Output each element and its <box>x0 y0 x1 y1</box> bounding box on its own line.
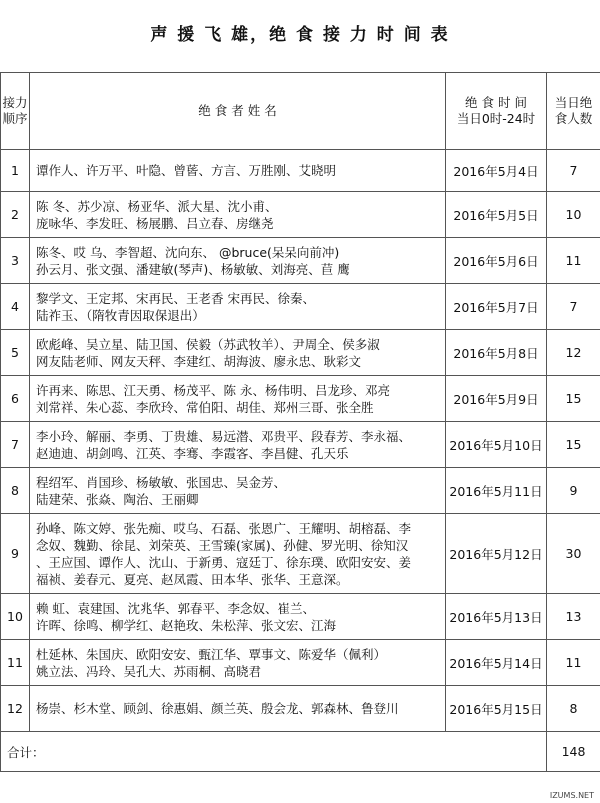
faster-names <box>30 238 446 284</box>
names-line: 网友陆老师、网友天秤、李建红、胡海波、廖永忠、耿彩文 <box>36 353 362 369</box>
fast-date: 2016年5月15日 <box>446 686 547 732</box>
total-label: 合计： <box>1 732 547 772</box>
faster-names <box>30 468 446 514</box>
total-row <box>1 732 600 772</box>
faster-names <box>30 192 446 238</box>
daily-count: 11 <box>547 640 600 686</box>
names-line: 许晖、徐鸣、柳学红、赵艳玫、朱松萍、张文宏、江海 <box>36 617 337 633</box>
daily-count: 30 <box>547 514 600 594</box>
names-line: 陆建荣、张焱、陶治、王丽卿 <box>36 491 199 507</box>
fast-date: 2016年5月6日 <box>446 238 547 284</box>
names-line: 孙云月、张文强、潘建敏(琴声)、杨敏敏、刘海亮、苣 鹰 <box>36 261 350 277</box>
names-line: 杨崇、杉木堂、顾剑、徐惠娟、颜兰英、殷会龙、郭森林、鲁登川 <box>36 701 399 716</box>
header-order <box>1 73 30 150</box>
table-row <box>1 468 600 514</box>
relay-order: 12 <box>1 686 30 732</box>
relay-order: 4 <box>1 284 30 330</box>
names-line: 黎学文、王定邦、宋再民、王老香 宋再民、徐秦、 <box>36 290 315 306</box>
fast-date: 2016年5月14日 <box>446 640 547 686</box>
relay-order: 8 <box>1 468 30 514</box>
table-row <box>1 192 600 238</box>
names-line: 赖 虹、袁建国、沈兆华、郭春平、李念奴、崔兰、 <box>36 600 315 616</box>
names-line: 陈 冬、苏少凉、杨亚华、派大星、沈小甫、 <box>36 198 278 214</box>
header-row <box>1 73 600 150</box>
relay-order: 6 <box>1 376 30 422</box>
header-order-line2: 顺序 <box>2 111 28 126</box>
relay-order: 5 <box>1 330 30 376</box>
daily-count: 15 <box>547 376 600 422</box>
daily-count: 9 <box>547 468 600 514</box>
names-line: 孙峰、陈文婷、张先痴、哎乌、石磊、张恩广、王耀明、胡榕磊、李 <box>36 520 412 536</box>
page-title: 声 援 飞 雄，绝 食 接 力 时 间 表 <box>150 25 450 45</box>
daily-count: 7 <box>547 284 600 330</box>
relay-order: 7 <box>1 422 30 468</box>
faster-names <box>30 330 446 376</box>
names-line: 刘常祥、朱心蕊、李欣玲、常伯阳、胡佳、郑州三哥、张全胜 <box>36 399 374 415</box>
table-row <box>1 514 600 594</box>
daily-count: 7 <box>547 150 600 192</box>
header-count-line2: 食人数 <box>554 111 593 126</box>
faster-names <box>30 514 446 594</box>
table-row <box>1 640 600 686</box>
names-line: 福祯、姜春元、夏亮、赵凤霞、田本华、张华、王意深。 <box>36 571 349 587</box>
watermark: IZUMS.NET <box>549 791 594 800</box>
table-row <box>1 238 600 284</box>
relay-order: 11 <box>1 640 30 686</box>
fast-date: 2016年5月13日 <box>446 594 547 640</box>
names-line: 陆祚玉、（隋牧青因取保退出） <box>36 307 205 323</box>
faster-names <box>30 150 446 192</box>
total-count: 148 <box>547 732 600 772</box>
relay-order: 10 <box>1 594 30 640</box>
fast-date: 2016年5月7日 <box>446 284 547 330</box>
names-line: 赵迪迪、胡剑鸣、江英、李骞、李霞客、李昌健、孔天乐 <box>36 445 349 461</box>
fast-date: 2016年5月10日 <box>446 422 547 468</box>
faster-names <box>30 376 446 422</box>
daily-count: 12 <box>547 330 600 376</box>
header-time-line1: 绝 食 时 间 <box>465 95 527 110</box>
fast-date: 2016年5月8日 <box>446 330 547 376</box>
relay-order: 1 <box>1 150 30 192</box>
names-line: 陈冬、哎 乌、李智超、沈向东、 @bruce(呆呆向前冲) <box>36 244 340 260</box>
fast-date: 2016年5月4日 <box>446 150 547 192</box>
table-row <box>1 594 600 640</box>
relay-order: 9 <box>1 514 30 594</box>
table-row <box>1 284 600 330</box>
header-count-line1: 当日绝 <box>554 95 593 110</box>
faster-names <box>30 422 446 468</box>
faster-names <box>30 284 446 330</box>
relay-order: 2 <box>1 192 30 238</box>
names-line: 姚立法、冯玲、吴孔大、苏雨桐、高晓君 <box>36 663 262 679</box>
fast-date: 2016年5月12日 <box>446 514 547 594</box>
table-row <box>1 150 600 192</box>
table-row <box>1 422 600 468</box>
header-time-line2: 当日0时-24时 <box>456 111 536 126</box>
faster-names <box>30 640 446 686</box>
names-line: 、王应国、谭作人、沈山、于新勇、寇廷丁、徐东璞、欧阳安安、姜 <box>36 554 412 570</box>
daily-count: 11 <box>547 238 600 284</box>
daily-count: 8 <box>547 686 600 732</box>
header-count <box>547 73 600 150</box>
names-line: 念奴、魏勤、徐昆、刘荣英、王雪臻(家属)、孙健、罗光明、徐知汉 <box>36 537 409 553</box>
table-row <box>1 330 600 376</box>
names-line: 程绍军、肖国珍、杨敏敏、张国忠、吴金芳、 <box>36 474 287 490</box>
names-line: 谭作人、许万平、叶隐、曾蒈、方言、万胜刚、艾晓明 <box>36 163 337 178</box>
fast-date: 2016年5月9日 <box>446 376 547 422</box>
table-row <box>1 376 600 422</box>
header-order-line1: 接力 <box>2 95 28 110</box>
names-line: 欧彪峰、吴立星、陆卫国、侯毅（苏武牧羊）、尹周全、侯多淑 <box>36 336 380 352</box>
daily-count: 10 <box>547 192 600 238</box>
faster-names <box>30 594 446 640</box>
fast-date: 2016年5月5日 <box>446 192 547 238</box>
table-row <box>1 686 600 732</box>
faster-names <box>30 686 446 732</box>
fast-date: 2016年5月11日 <box>446 468 547 514</box>
relay-order: 3 <box>1 238 30 284</box>
names-line: 李小玲、解丽、李勇、丁贵雄、易远潜、邓贵平、段春芳、李永福、 <box>36 428 412 444</box>
relay-schedule-table <box>0 72 600 772</box>
header-names: 绝 食 者 姓 名 <box>30 73 446 150</box>
names-line: 杜延林、朱国庆、欧阳安安、甄江华、覃事文、陈爱华（佩利） <box>36 646 387 662</box>
names-line: 许再来、陈思、江天勇、杨茂平、陈 永、杨伟明、吕龙珍、邓亮 <box>36 382 390 398</box>
daily-count: 15 <box>547 422 600 468</box>
header-time <box>446 73 547 150</box>
daily-count: 13 <box>547 594 600 640</box>
names-line: 庞咏华、李发旺、杨展鹏、吕立春、房继尧 <box>36 215 274 231</box>
